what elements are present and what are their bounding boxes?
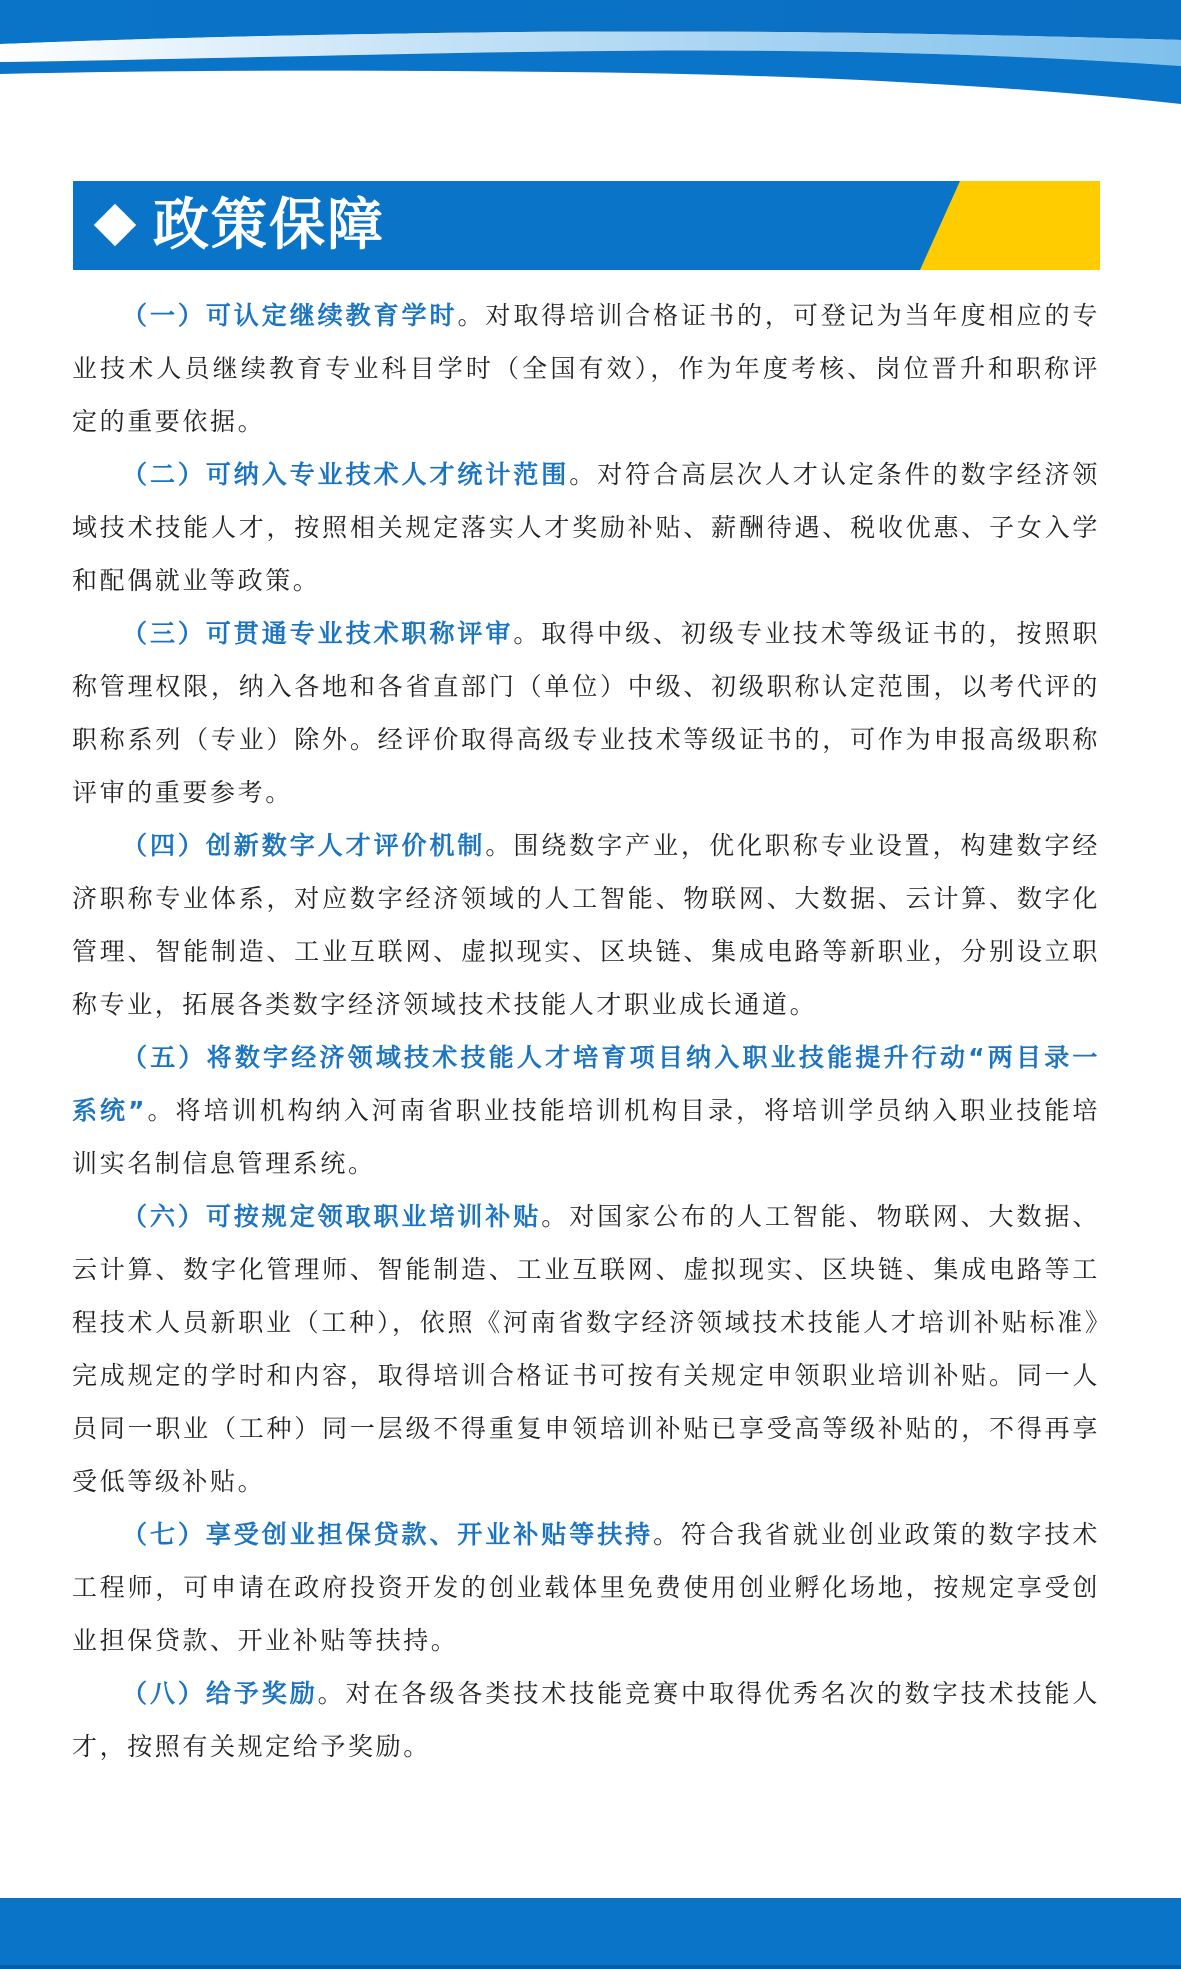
policy-heading-7: （七）享受创业担保贷款、开业补贴等扶持 [122,1520,654,1549]
policy-body-3: 。取得中级、初级专业技术等级证书的，按照职称管理权限，纳入各地和各省直部门（单位）中级、初级职称认定范围，以考代评的职称系列（专业）除外。经评价取得高级专业技术等级证书的，可作为申报高级职称评审的重要参考。 [72,619,1100,807]
policy-body-8: 。对在各级各类技术技能竞赛中取得优秀名次的数字技术技能人才，按照有关规定给予奖励。 [72,1679,1100,1761]
policy-body-2: 。对符合高层次人才认定条件的数字经济领域技术技能人才，按照相关规定落实人才奖励补贴、薪酬待遇、税收优惠、子女入学和配偶就业等政策。 [72,460,1100,595]
policy-heading-1: （一）可认定继续教育学时 [122,301,458,330]
policy-heading-6: （六）可按规定领取职业培训补贴 [122,1202,542,1231]
policy-content [72,289,1100,1773]
policy-paragraph-1 [72,289,1100,448]
policy-heading-5: （五）将数字经济领域技术技能人才培育项目纳入职业技能提升行动“两目录一系统” [72,1043,1100,1125]
policy-heading-3: （三）可贯通专业技术职称评审 [122,619,514,648]
bottom-accent-stripe [0,1965,1181,1969]
policy-paragraph-6 [72,1190,1100,1508]
policy-body-7: 。符合我省就业创业政策的数字技术工程师，可申请在政府投资开发的创业载体里免费使用创业孵化场地，按规定享受创业担保贷款、开业补贴等扶持。 [72,1520,1100,1655]
section-title-bar [73,181,1100,270]
policy-paragraph-3 [72,607,1100,819]
policy-heading-8: （八）给予奖励 [122,1679,318,1708]
policy-heading-2: （二）可纳入专业技术人才统计范围 [122,460,570,489]
top-banner [0,0,1181,110]
policy-body-1: 。对取得培训合格证书的，可登记为当年度相应的专业技术人员继续教育专业科目学时（全国有效），作为年度考核、岗位晋升和职称评定的重要依据。 [72,301,1100,436]
top-wave-decoration [0,0,1181,110]
policy-paragraph-8 [72,1667,1100,1773]
diamond-icon [94,204,136,246]
policy-body-4: 。围绕数字产业，优化职称专业设置，构建数字经济职称专业体系，对应数字经济领域的人工智能、物联网、大数据、云计算、数字化管理、智能制造、工业互联网、虚拟现实、区块链、集成电路等新职业，分别设立职称专业，拓展各类数字经济领域技术技能人才职业成长通道。 [72,831,1100,1019]
policy-body-5: 。将培训机构纳入河南省职业技能培训机构目录，将培训学员纳入职业技能培训实名制信息管理系统。 [72,1096,1101,1178]
policy-paragraph-2 [72,448,1100,607]
policy-heading-4: （四）创新数字人才评价机制 [122,831,486,860]
section-title: 政策保障 [153,193,385,258]
bottom-banner [0,1898,1181,1969]
title-accent-stripe [920,181,1100,270]
policy-body-6: 。对国家公布的人工智能、物联网、大数据、云计算、数字化管理师、智能制造、工业互联网、虚拟现实、区块链、集成电路等工程技术人员新职业（工种），依照《河南省数字经济领域技术技能人才培训补贴标准》完成规定的学时和内容，取得培训合格证书可按有关规定申领职业培训补贴。同一人员同一职业（工种）同一层级不得重复申领培训补贴已享受高等级补贴的，不得再享受低等级补贴。 [72,1202,1100,1496]
policy-paragraph-4 [72,819,1100,1031]
policy-paragraph-5 [72,1031,1100,1190]
policy-paragraph-7 [72,1508,1100,1667]
